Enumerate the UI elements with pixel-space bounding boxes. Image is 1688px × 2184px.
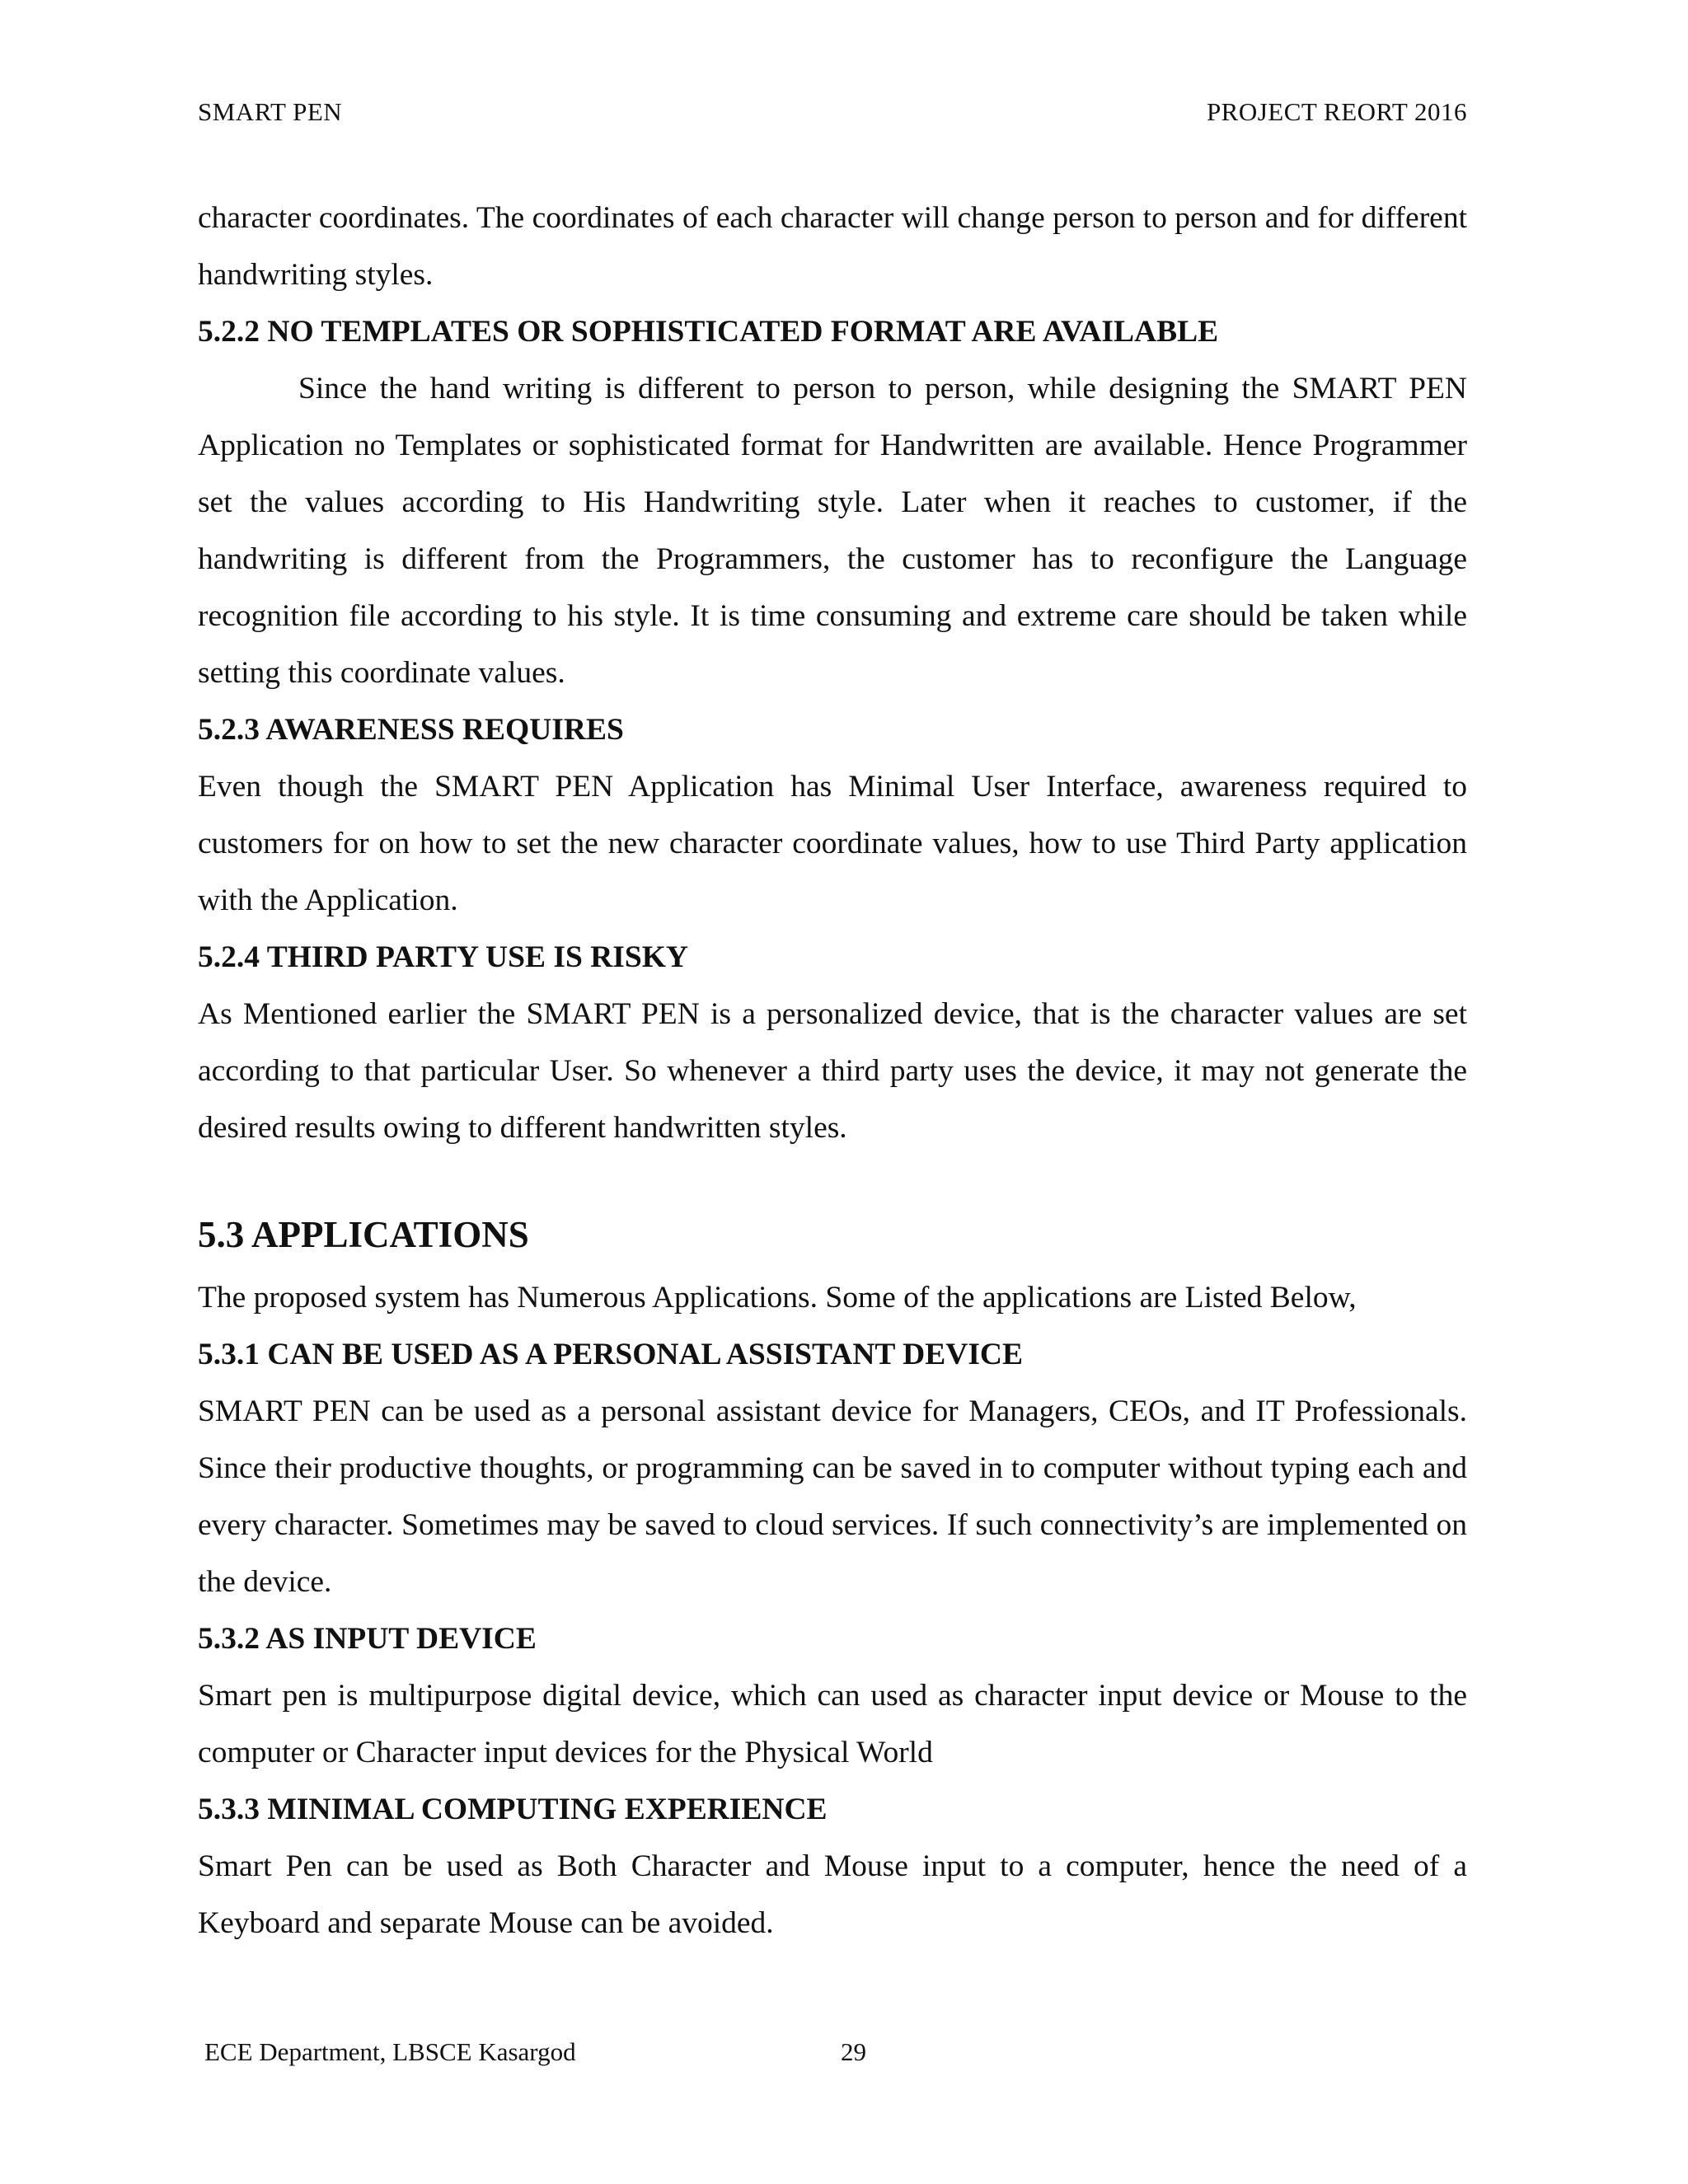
section-heading-5-3-1: 5.3.1 CAN BE USED AS A PERSONAL ASSISTANT DEVICE [198, 1338, 1024, 1371]
paragraph-5-2-2: Since the hand writing is different to person to person, while designing the SMART PEN Application no Templates or sophisticated format for Handwritten are available. Hence Programmer set the values according to His Handwriting style. Later when it reaches to customer, if the handwriting is different from the Programmers, the customer has to reconfigure the Language recognition file according to his style. It is time consuming and extreme care should be taken while setting this coordinate values. [198, 372, 1467, 690]
paragraph-5-2-3: Even though the SMART PEN Application has Minimal User Interface, awareness required to customers for on how to set the new character coordinate values, how to use Third Party application with the Application. [198, 770, 1467, 917]
section-spacer [198, 1156, 1467, 1200]
running-header [198, 97, 1467, 127]
paragraph-5-3-1: SMART PEN can be used as a personal assistant device for Managers, CEOs, and IT Professionals. Since their productive thoughts, or programming can be saved in to computer without typing each and every character. Sometimes may be saved to cloud services. If such connectivity’s are implemented on the device. [198, 1394, 1467, 1599]
paragraph-5-2-4: As Mentioned earlier the SMART PEN is a personalized device, that is the character values are set according to that particular User. So whenever a third party uses the device, it may not generate the desired results owing to different handwritten styles. [198, 997, 1467, 1145]
paragraph-intro: character coordinates. The coordinates of each character will change person to person and for different handwriting styles. [198, 201, 1467, 292]
paragraph-5-3-2: Smart pen is multipurpose digital device, which can used as character input device or Mouse to the computer or Character input devices for the Physical World [198, 1679, 1467, 1769]
section-heading-5-2-3: 5.2.3 AWARENESS REQUIRES [198, 713, 624, 747]
header-report-year: PROJECT REORT 2016 [1206, 97, 1467, 126]
body-text [198, 190, 1467, 1952]
section-heading-5-2-2: 5.2.2 NO TEMPLATES OR SOPHISTICATED FORMAT ARE AVAILABLE [198, 315, 1219, 349]
section-heading-5-3-3: 5.3.3 MINIMAL COMPUTING EXPERIENCE [198, 1793, 828, 1826]
section-heading-5-3-2: 5.3.2 AS INPUT DEVICE [198, 1622, 537, 1656]
paragraph-5-3-3: Smart Pen can be used as Both Character and Mouse input to a computer, hence the need of a Keyboard and separate Mouse can be avoided. [198, 1849, 1467, 1940]
paragraph-5-3: The proposed system has Numerous Applications. Some of the applications are Listed Below, [198, 1281, 1357, 1315]
section-heading-5-2-4: 5.2.4 THIRD PARTY USE IS RISKY [198, 940, 688, 974]
section-heading-5-3: 5.3 APPLICATIONS [198, 1214, 529, 1255]
footer-department: ECE Department, LBSCE Kasargod [204, 2037, 576, 2066]
header-title: SMART PEN [198, 97, 343, 126]
page-number: 29 [841, 2037, 866, 2066]
